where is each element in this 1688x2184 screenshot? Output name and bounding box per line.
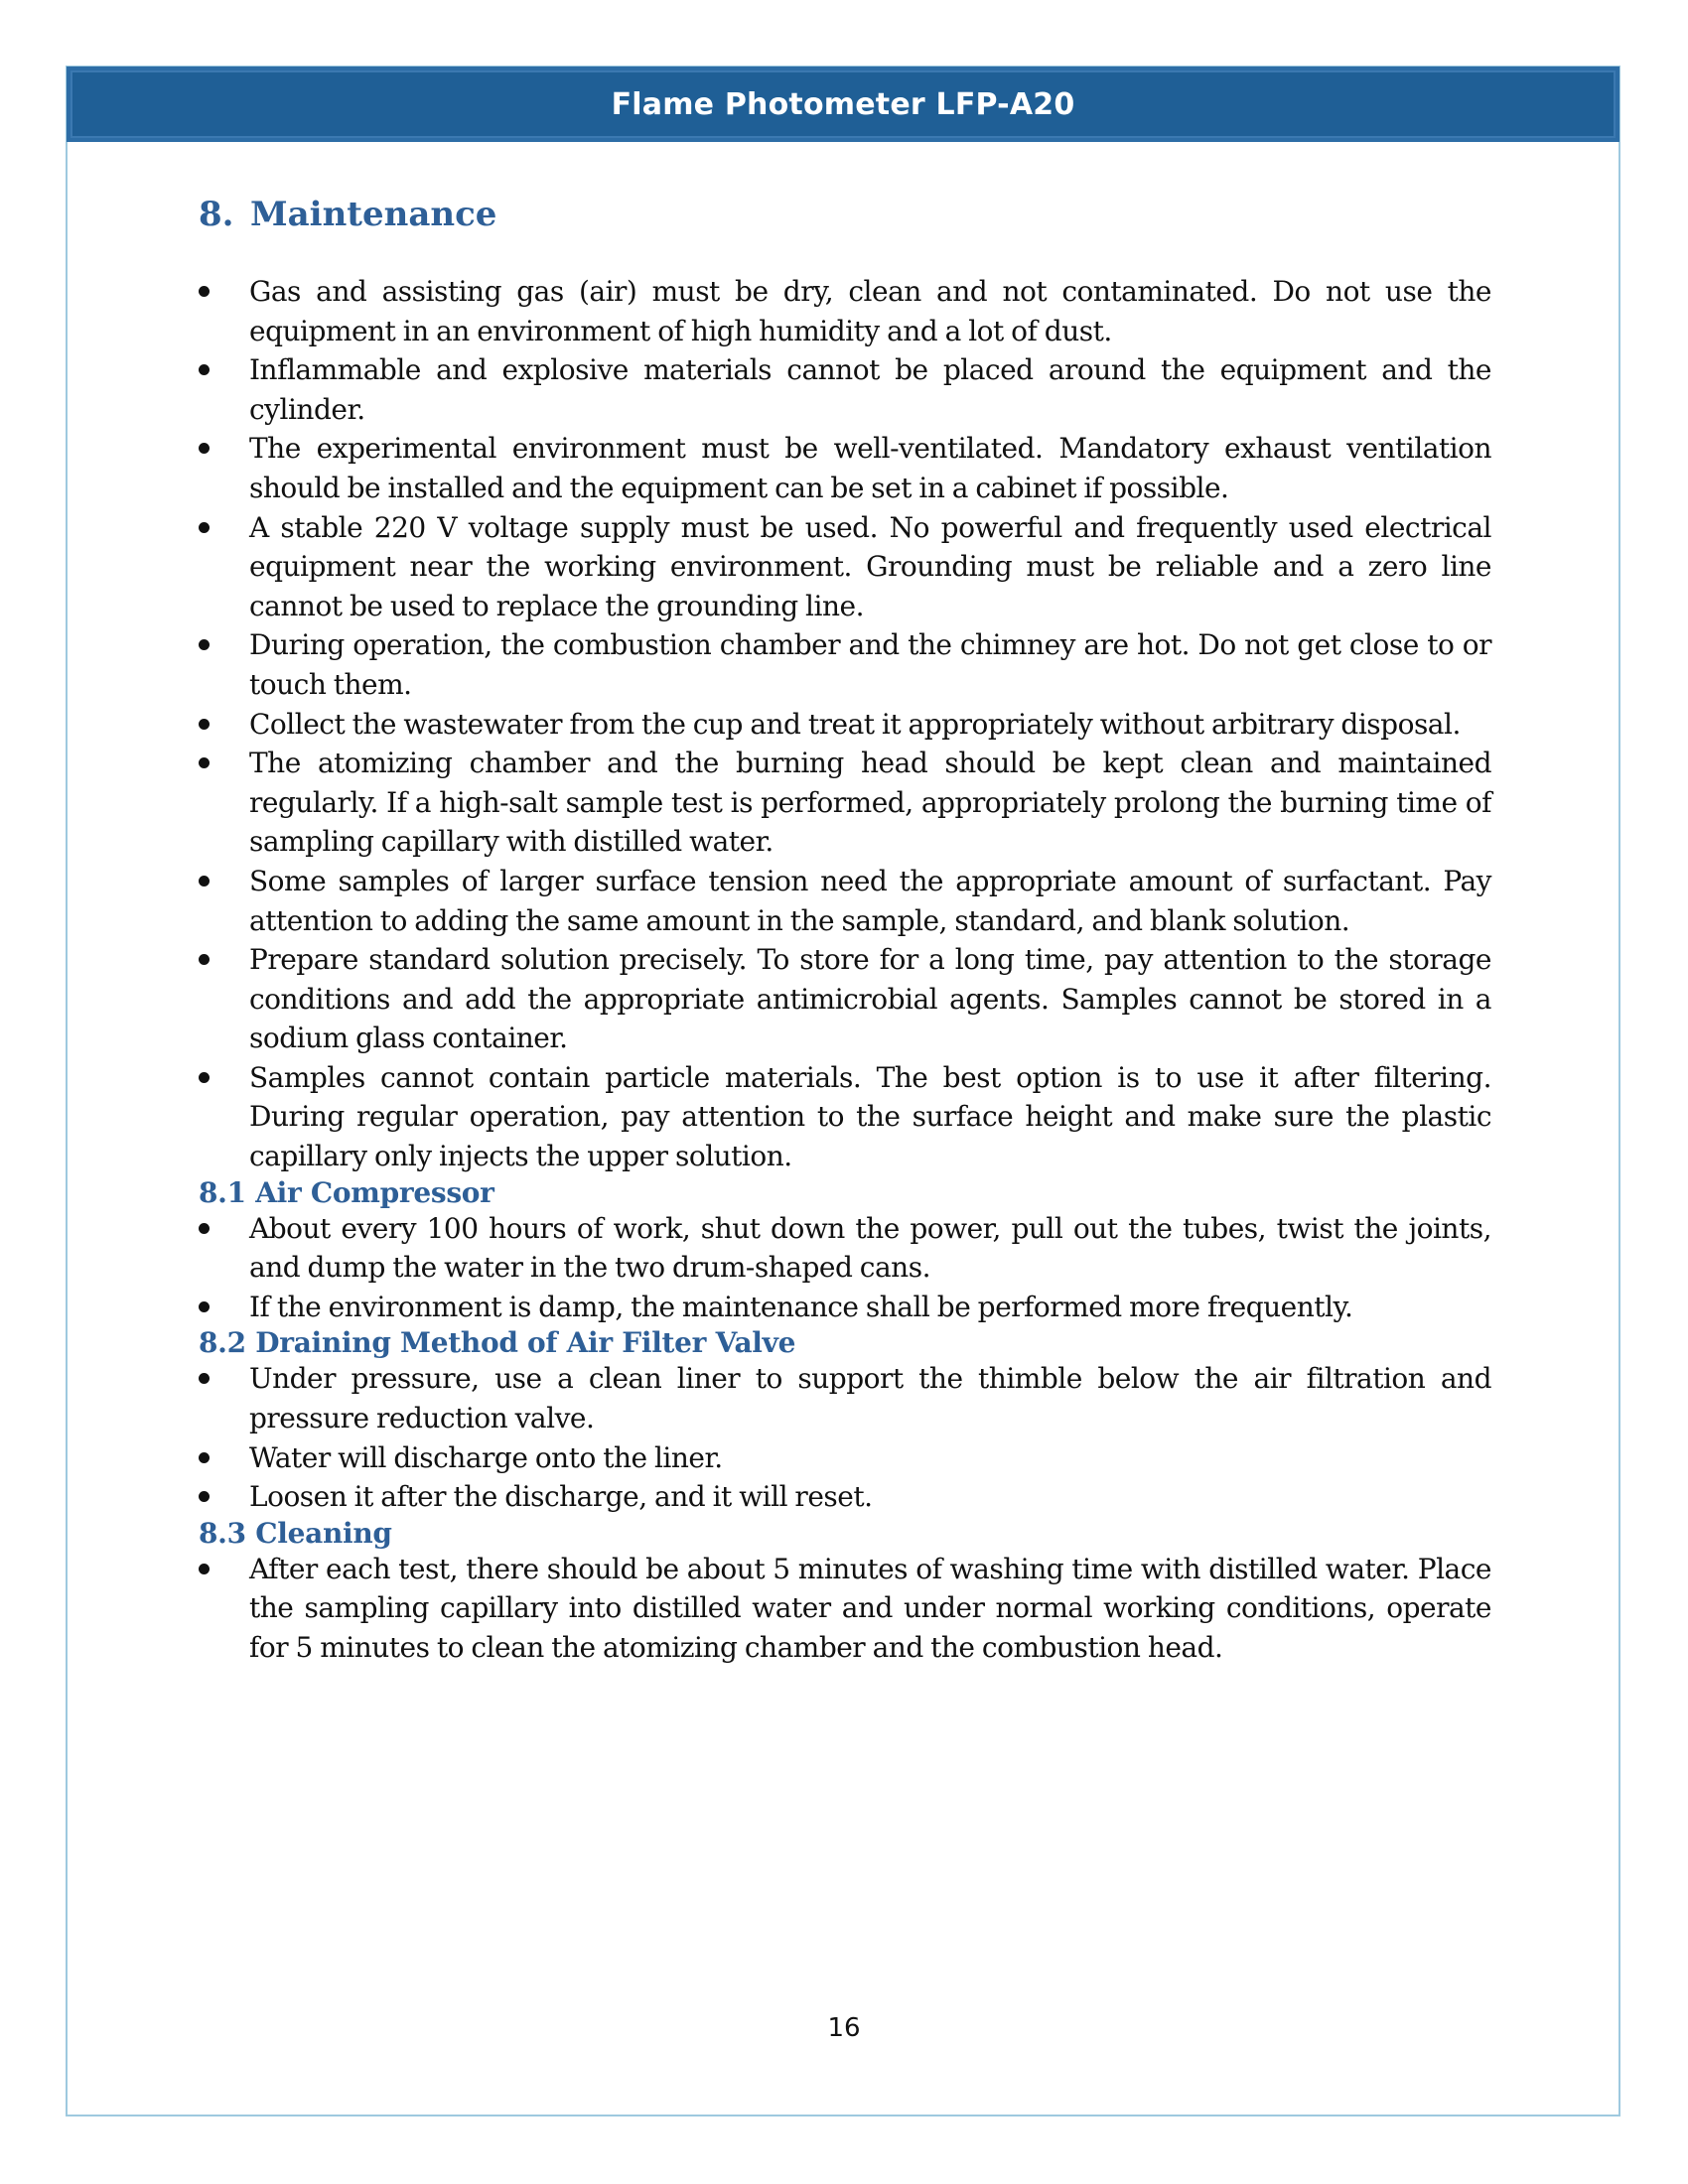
list-item: About every 100 hours of work, shut down the power, pull out the tubes, twist the joints, and dump the water in the two drum-shaped cans.: [199, 1209, 1491, 1288]
list-item: The atomizing chamber and the burning head should be kept clean and maintained regularly. If a high-salt sample test is performed, appropriately prolong the burning time of sampling capillary with distilled water.: [199, 744, 1491, 862]
bullet-icon: [199, 364, 210, 375]
bullet-icon: [199, 443, 210, 454]
list-item: Gas and assisting gas (air) must be dry, clean and not contaminated. Do not use the equipment in an environment of high humidity and a lot of dust.: [199, 272, 1491, 350]
list-item: Inflammable and explosive materials cannot be placed around the equipment and the cylinder.: [199, 350, 1491, 429]
page-content: [199, 195, 1491, 1668]
subsection-heading-air-compressor: 8.1 Air Compressor: [199, 1175, 494, 1209]
bullet-icon: [199, 954, 210, 965]
list-item: During operation, the combustion chamber and the chimney are hot. Do not get close to or touch them.: [199, 625, 1491, 704]
maintenance-list: [199, 272, 1491, 1176]
header-bar: [67, 67, 1619, 142]
section-number: 8.: [199, 195, 234, 234]
list-item: After each test, there should be about 5 minutes of washing time with distilled water. Place the sampling capillary into distilled water and under normal working conditions, operate for 5 minutes to clean the atomizing chamber and the combustion head.: [199, 1550, 1491, 1668]
list-item: Some samples of larger surface tension need the appropriate amount of surfactant. Pay attention to adding the same amount in the sample, standard, and blank solution.: [199, 862, 1491, 940]
subsection-heading-cleaning: 8.3 Cleaning: [199, 1516, 392, 1550]
list-item: A stable 220 V voltage supply must be used. No powerful and frequently used electrical equipment near the working environment. Grounding must be reliable and a zero line cannot be used to replace the grounding line.: [199, 508, 1491, 626]
bullet-icon: [199, 1072, 210, 1083]
page-number: 16: [827, 2013, 861, 2043]
list-item: Collect the wastewater from the cup and treat it appropriately without arbitrary disposal.: [199, 705, 1491, 745]
list-item: Prepare standard solution precisely. To store for a long time, pay attention to the storage conditions and add the appropriate antimicrobial agents. Samples cannot be stored in a sodium glass container.: [199, 940, 1491, 1058]
bullet-icon: [199, 522, 210, 533]
section-heading: [199, 195, 1491, 234]
bullet-icon: [199, 639, 210, 650]
bullet-icon: [199, 1452, 210, 1463]
subsection-heading-air-filter-valve: 8.2 Draining Method of Air Filter Valve: [199, 1326, 796, 1360]
list-item: Samples cannot contain particle materials. The best option is to use it after filtering. During regular operation, pay attention to the surface height and make sure the plastic capillary only injects the upper solution.: [199, 1058, 1491, 1176]
bullet-icon: [199, 286, 210, 297]
list-item: Under pressure, use a clean liner to support the thimble below the air filtration and pressure reduction valve.: [199, 1359, 1491, 1437]
bullet-icon: [199, 1491, 210, 1502]
list-item: The experimental environment must be well-ventilated. Mandatory exhaust ventilation should be installed and the equipment can be set in a cabinet if possible.: [199, 429, 1491, 507]
bullet-icon: [199, 876, 210, 887]
bullet-icon: [199, 757, 210, 768]
bullet-icon: [199, 1301, 210, 1312]
document-title: Flame Photometer LFP-A20: [611, 86, 1075, 122]
bullet-icon: [199, 1564, 210, 1574]
air-compressor-list: [199, 1209, 1491, 1327]
bullet-icon: [199, 1223, 210, 1234]
section-title: Maintenance: [250, 195, 497, 234]
cleaning-list: [199, 1550, 1491, 1668]
bullet-icon: [199, 1373, 210, 1384]
air-filter-valve-list: [199, 1359, 1491, 1516]
list-item: Water will discharge onto the liner.: [199, 1438, 1491, 1478]
list-item: Loosen it after the discharge, and it will reset.: [199, 1477, 1491, 1517]
bullet-icon: [199, 719, 210, 730]
list-item: If the environment is damp, the maintenance shall be performed more frequently.: [199, 1288, 1491, 1327]
